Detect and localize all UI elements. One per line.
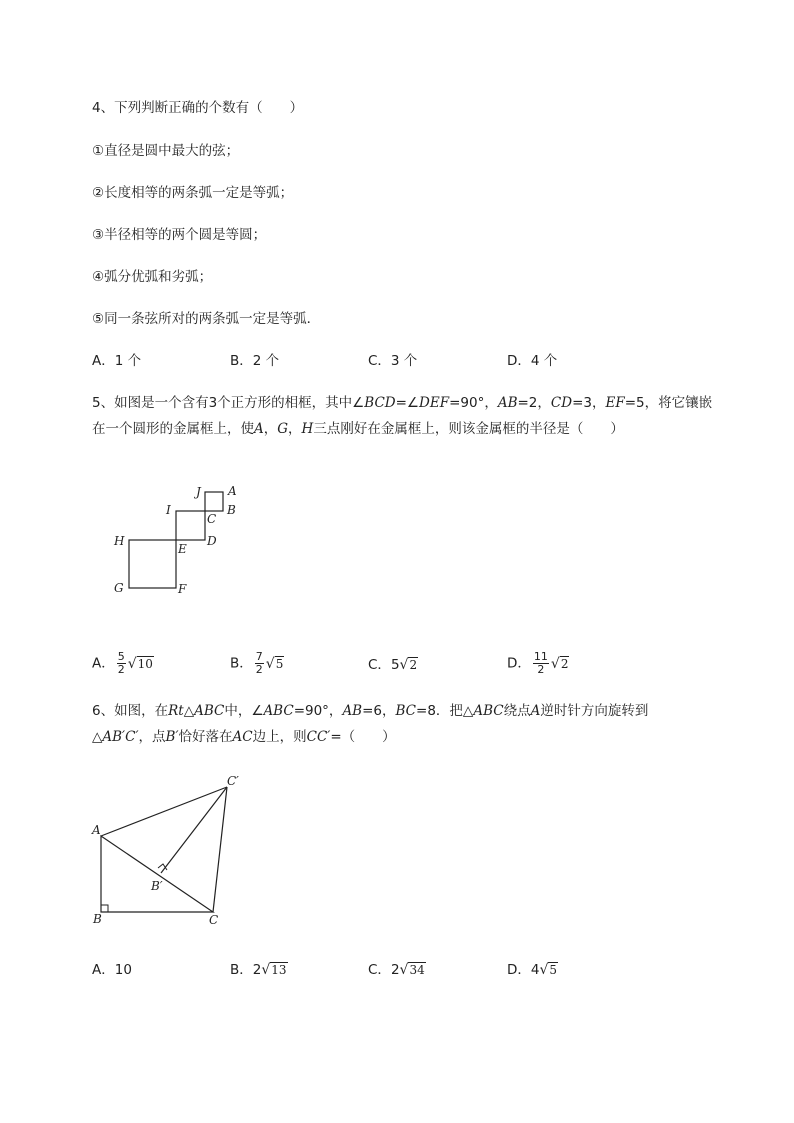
q6-stem-line-1: 6、如图，在Rt△ABC中，∠ABC=90°，AB=6，BC=8．把△ABC绕点A逆时针方向旋转到 — [92, 703, 649, 719]
q4-item-4: ④弧分优弧和劣弧； — [92, 269, 213, 285]
q6-label-a: A — [92, 823, 101, 837]
q5-label-f: F — [178, 582, 187, 596]
q5-label-c: C — [207, 512, 217, 526]
q5-label-g: G — [114, 581, 124, 595]
q6-label-b: B — [93, 912, 102, 926]
q6-option-d: D．4√5 — [507, 962, 558, 978]
q4-option-b: B．2 个 — [230, 353, 280, 369]
q6-stem-line-2: △AB′C′，点B′恰好落在AC边上，则CC′=（ ） — [92, 729, 396, 745]
q4-item-3: ③半径相等的两个圆是等圆； — [92, 227, 267, 243]
q4-option-a: A．1 个 — [92, 353, 142, 369]
q5-label-a: A — [228, 484, 237, 498]
q4-item-1: ①直径是圆中最大的弦； — [92, 143, 240, 159]
q5-label-i: I — [166, 503, 171, 517]
q5-label-b: B — [227, 503, 236, 517]
q6-option-b: B．2√13 — [230, 962, 287, 978]
q5-option-d: D． $\frac{11}{2}$ √2 — [507, 650, 569, 676]
q4-stem: 4、下列判断正确的个数有（ ） — [92, 100, 304, 116]
q4-option-c: C．3 个 — [368, 353, 418, 369]
q5-label-j: J — [196, 485, 201, 499]
q6-option-c: C．2√34 — [368, 962, 425, 978]
q5-stem-line-2: 在一个圆形的金属框上，使A，G，H三点刚好在金属框上，则该金属框的半径是（ ） — [92, 421, 624, 437]
q5-option-b: B． $\frac{7}{2}$ √5 — [230, 650, 284, 676]
q4-item-5: ⑤同一条弦所对的两条弧一定是等弧． — [92, 311, 321, 327]
q6-label-b-prime: B′ — [151, 879, 163, 893]
q5-label-d: D — [207, 534, 217, 548]
q6-label-c-prime: C′ — [227, 774, 239, 788]
q5-label-h: H — [114, 534, 125, 548]
q5-option-c: C．5√2 — [368, 657, 418, 673]
q6-option-a: A．10 — [92, 962, 132, 978]
q4-item-2: ②长度相等的两条弧一定是等弧； — [92, 185, 294, 201]
q6-label-c: C — [209, 913, 219, 927]
q4-option-d: D．4 个 — [507, 353, 558, 369]
q5-option-a: A． $\frac{5}{2}$ √10 — [92, 650, 153, 676]
q5-label-e: E — [178, 542, 187, 556]
q5-stem-line-1: 5、如图是一个含有3个正方形的相框，其中∠BCD=∠DEF=90°，AB=2，CD=3，EF=5，将它镶嵌 — [92, 395, 713, 411]
